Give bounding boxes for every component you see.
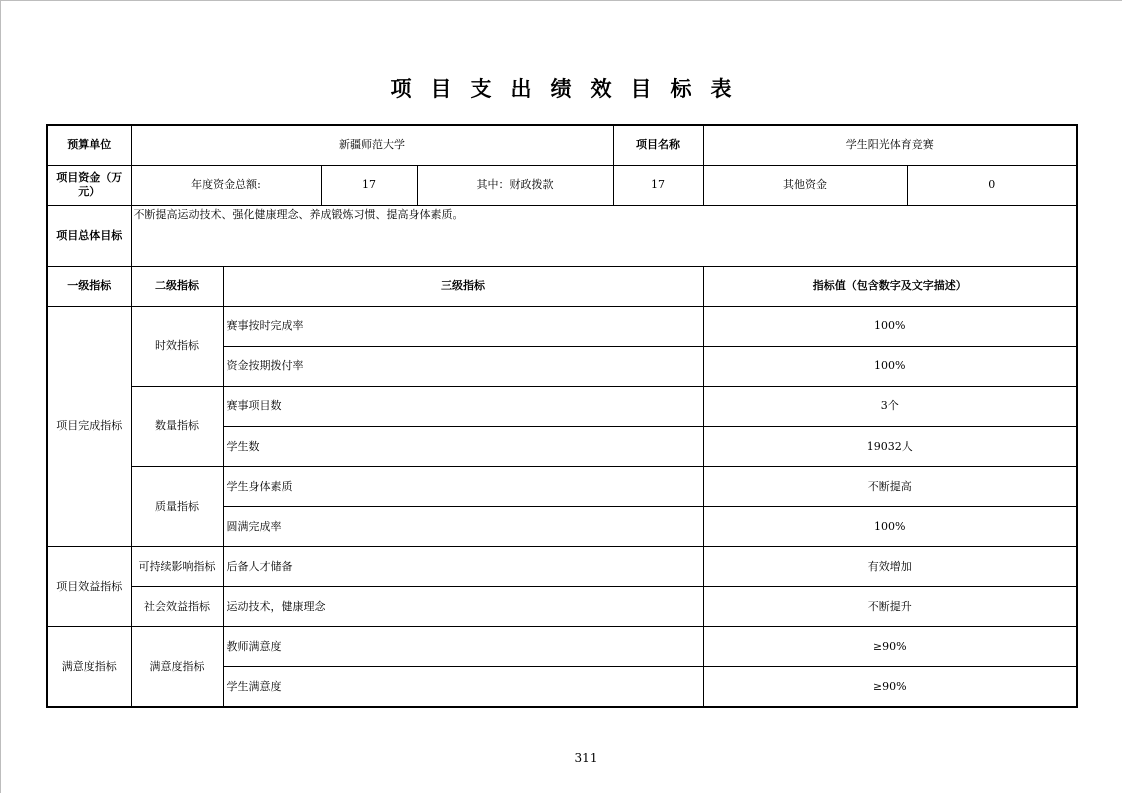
funding-total-label: 年度资金总额: [131, 165, 321, 205]
page-border-top [0, 0, 1122, 1]
level3-indicator: 学生身体素质 [223, 467, 703, 507]
funding-total-value: 17 [321, 165, 417, 205]
indicator-value: 3个 [703, 386, 1077, 426]
level1-indicator: 项目完成指标 [47, 306, 131, 546]
goal-label: 项目总体目标 [47, 205, 131, 266]
goal-text: 不断提高运动技术、强化健康理念、养成锻炼习惯、提高身体素质。 [131, 205, 1077, 266]
indicator-value: 不断提升 [703, 587, 1077, 627]
funding-other-value: 0 [907, 165, 1077, 205]
funding-other-label: 其他资金 [703, 165, 907, 205]
column-header-level3: 三级指标 [223, 266, 703, 306]
indicator-value: ≥90% [703, 627, 1077, 667]
column-header-level1: 一级指标 [47, 266, 131, 306]
funding-row [47, 165, 1077, 205]
level3-indicator: 圆满完成率 [223, 507, 703, 547]
level3-indicator: 赛事按时完成率 [223, 306, 703, 346]
project-name-label: 项目名称 [613, 125, 703, 165]
page-title: 项目支出绩效目标表 [390, 77, 751, 101]
level1-indicator: 满意度指标 [47, 627, 131, 707]
indicator-row [47, 467, 1077, 507]
indicator-row [47, 547, 1077, 587]
budget-unit-value: 新疆师范大学 [131, 125, 613, 165]
level2-indicator: 社会效益指标 [131, 587, 223, 627]
level2-indicator: 数量指标 [131, 386, 223, 466]
funding-label: 项目资金（万元） [47, 165, 131, 205]
indicator-row [47, 386, 1077, 426]
level1-indicator: 项目效益指标 [47, 547, 131, 627]
level2-indicator: 可持续影响指标 [131, 547, 223, 587]
funding-fiscal-value: 17 [613, 165, 703, 205]
indicator-row [47, 627, 1077, 667]
level3-indicator: 学生满意度 [223, 667, 703, 707]
indicator-row [47, 306, 1077, 346]
column-header-row [47, 266, 1077, 306]
level3-indicator: 后备人才储备 [223, 547, 703, 587]
level3-indicator: 资金按期拨付率 [223, 346, 703, 386]
level3-indicator: 学生数 [223, 426, 703, 466]
indicator-value: 不断提高 [703, 467, 1077, 507]
level2-indicator: 时效指标 [131, 306, 223, 386]
indicator-row [47, 587, 1077, 627]
column-header-value: 指标值（包含数字及文字描述） [703, 266, 1077, 306]
page-number: 311 [574, 751, 598, 765]
project-name-value: 学生阳光体育竞赛 [703, 125, 1077, 165]
funding-fiscal-label: 其中：财政拨款 [417, 165, 613, 205]
indicator-value: ≥90% [703, 667, 1077, 707]
indicator-value: 100% [703, 346, 1077, 386]
level3-indicator: 赛事项目数 [223, 386, 703, 426]
goal-row [47, 205, 1077, 266]
level3-indicator: 教师满意度 [223, 627, 703, 667]
page-border-left [0, 0, 1, 793]
column-header-level2: 二级指标 [131, 266, 223, 306]
level3-indicator: 运动技术，健康理念 [223, 587, 703, 627]
budget-unit-label: 预算单位 [47, 125, 131, 165]
indicator-value: 100% [703, 507, 1077, 547]
performance-target-table [46, 124, 1078, 708]
indicator-value: 有效增加 [703, 547, 1077, 587]
indicator-value: 19032人 [703, 426, 1077, 466]
indicator-value: 100% [703, 306, 1077, 346]
budget-unit-row [47, 125, 1077, 165]
level2-indicator: 满意度指标 [131, 627, 223, 707]
level2-indicator: 质量指标 [131, 467, 223, 547]
